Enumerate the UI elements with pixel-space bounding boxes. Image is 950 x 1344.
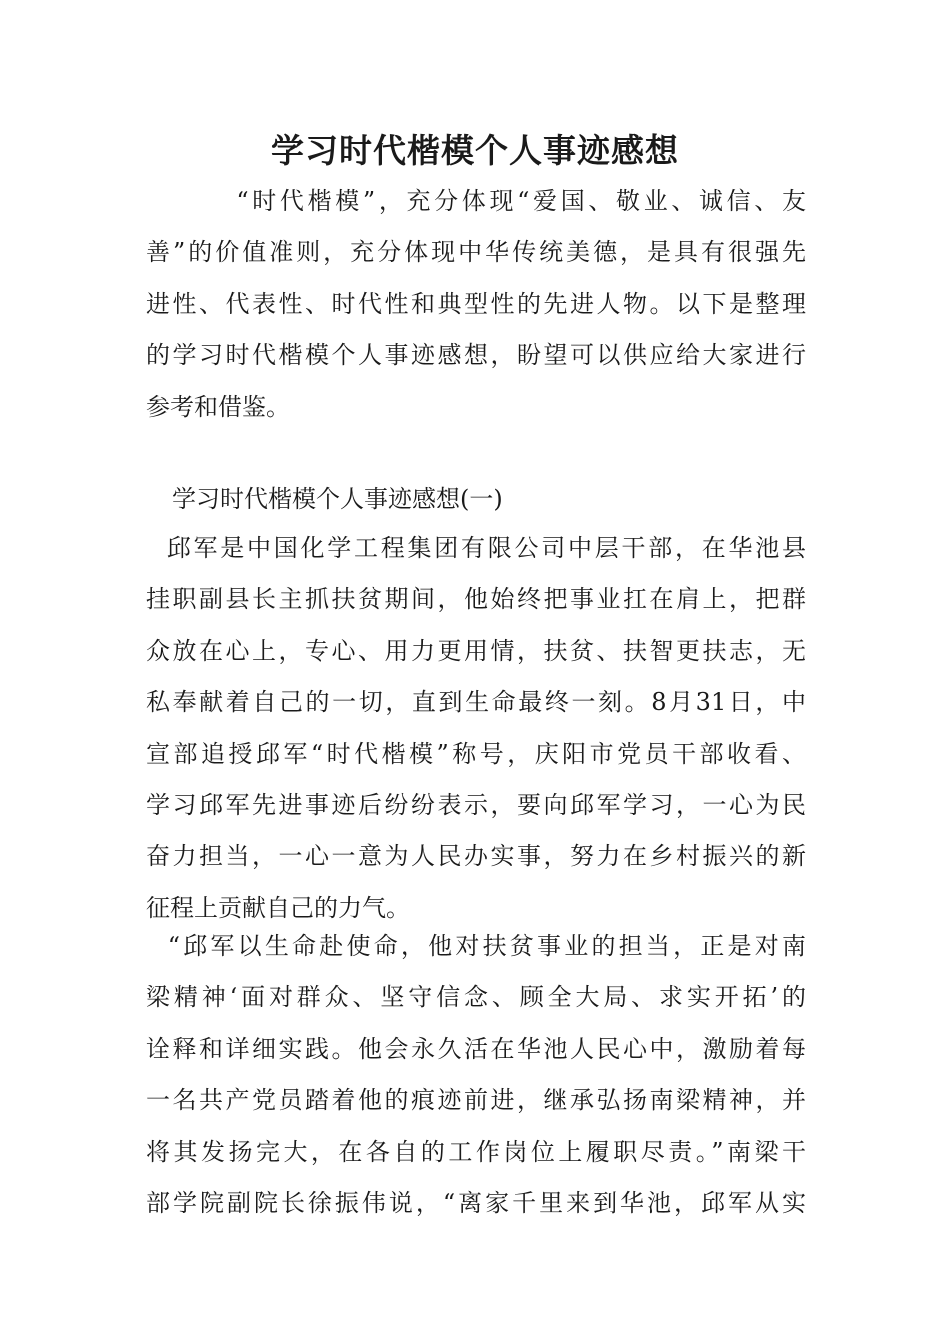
paragraph-1 <box>146 523 806 934</box>
text-line: 的学习时代楷模个人事迹感想，盼望可以供应给大家进行 <box>146 341 806 370</box>
text-line: 众放在心上，专心、用力更用情，扶贫、扶智更扶志，无 <box>146 636 806 665</box>
text-line: 挂职副县长主抓扶贫期间，他始终把事业扛在肩上，把群 <box>146 585 806 614</box>
text-line: “邱军以生命赴使命，他对扶贫事业的担当，正是对南 <box>146 932 806 960</box>
text-line: 宣部追授邱军“时代楷模”称号，庆阳市党员干部收看、 <box>146 739 806 768</box>
text-line: 学习邱军先进事迹后纷纷表示，要向邱军学习，一心为民 <box>146 790 806 819</box>
text-line: 梁精神‘面对群众、坚守信念、顾全大局、求实开拓’的 <box>146 983 806 1012</box>
text-line: 将其发扬完大，在各自的工作岗位上履职尽责。”南梁干 <box>146 1137 806 1166</box>
text-line: 善”的价值准则，充分体现中华传统美德，是具有很强先 <box>146 238 806 267</box>
text-line: 部学院副院长徐振伟说，“离家千里来到华池，邱军从实 <box>146 1188 806 1217</box>
document-title: 学习时代楷模个人事迹感想 <box>271 131 679 170</box>
text-line: 奋力担当，一心一意为人民办实事，努力在乡村振兴的新 <box>146 842 806 871</box>
text-line: 进性、代表性、时代性和典型性的先进人物。以下是整理 <box>146 289 806 318</box>
intro-paragraph <box>146 176 806 433</box>
text-line: 邱军是中国化学工程集团有限公司中层干部，在华池县 <box>146 534 806 562</box>
text-line: 诠释和详细实践。他会永久活在华池人民心中，激励着每 <box>146 1034 806 1063</box>
paragraph-2 <box>146 921 806 1229</box>
text-line: 征程上贡献自己的力气。 <box>146 893 410 922</box>
section-heading: 学习时代楷模个人事迹感想(一) <box>172 485 503 513</box>
text-line: “时代楷模”，充分体现“爱国、敬业、诚信、友 <box>146 187 806 215</box>
text-line: 一名共产党员踏着他的痕迹前进，继承弘扬南梁精神，并 <box>146 1086 806 1115</box>
text-line: 参考和借鉴。 <box>146 392 290 421</box>
text-line: 私奉献着自己的一切，直到生命最终一刻。8月31日，中 <box>146 688 806 717</box>
